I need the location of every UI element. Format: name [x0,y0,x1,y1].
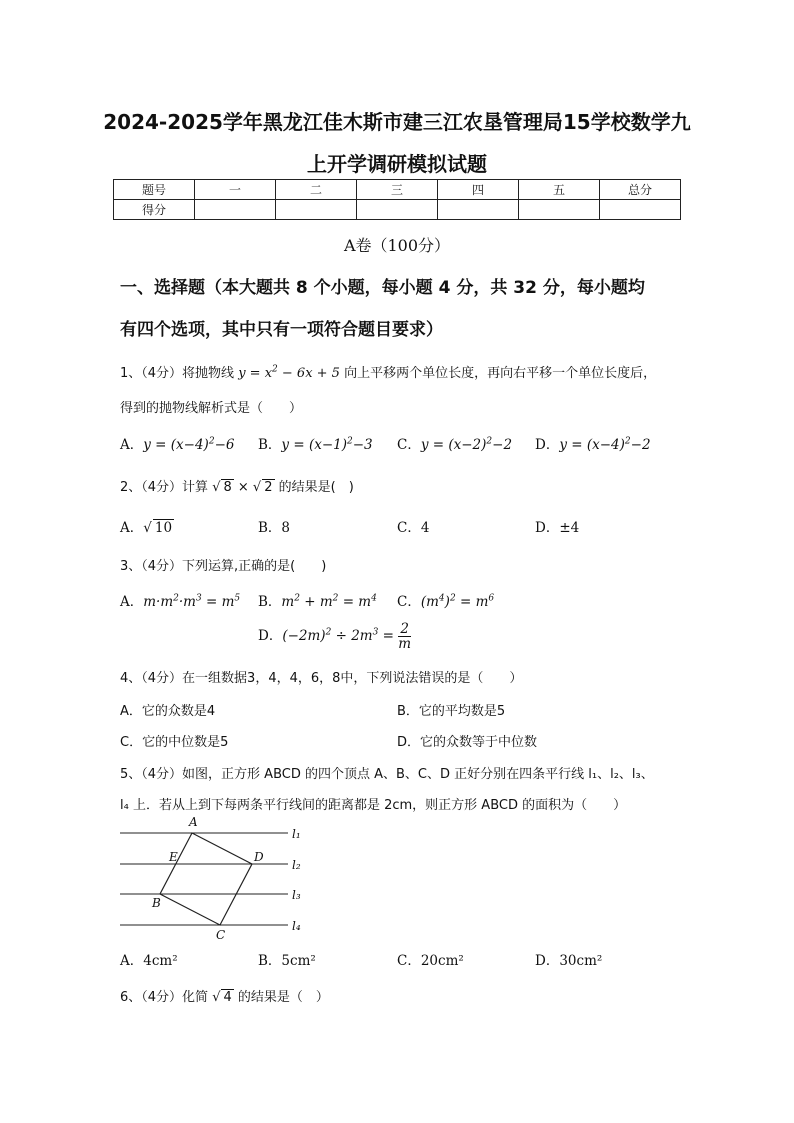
point-label-e: E [169,850,178,864]
score-cell [195,200,276,220]
score-cell [600,200,681,220]
score-table-header-cell: 二 [276,180,357,200]
question-2-formula: √ 8 × √ 2 [212,480,273,495]
question-1-option-a: A．$y = (x-4)^2-6$ [120,436,235,453]
question-1-stem-line-2: 得到的抛物线解析式是（ ） [120,401,303,416]
vertex-label-d: D [254,850,264,864]
score-cell [357,200,438,220]
question-1-option-c: C．$y = (x-2)^2-2$ [397,436,513,453]
question-5-stem-line-1: 5、（4分）如图，正方形 ABCD 的四个顶点 A、B、C、D 正好分别在四条平行线 l₁、l₂、l₃、 [120,767,654,782]
square-abcd [160,833,252,925]
score-cell [519,200,600,220]
question-6-suffix: 的结果是（ ） [237,990,329,1005]
score-cell [438,200,519,220]
score-table-header-cell: 总分 [600,180,681,200]
question-2-option-a: A．√ 10 [120,520,173,536]
score-row-label: 得分 [114,200,195,220]
question-1-suffix: 向上平移两个单位长度，再向右平移一个单位长度后， [344,366,657,381]
question-6-prefix: 6、（4分）化简 [120,990,209,1005]
score-cell [276,200,357,220]
vertex-label-a: A [189,815,198,829]
score-table-header-cell: 题号 [114,180,195,200]
question-1-formula: $y = x^2 - 6x + 5$ [238,364,340,381]
question-5-option-d: D．30cm² [535,953,603,969]
question-4-option-d: D．它的众数等于中位数 [397,735,538,750]
score-table-header-cell: 一 [195,180,276,200]
question-3-option-c: C．$(m^4)^2 = m^6$ [397,593,495,610]
question-6-stem [120,986,329,1005]
question-1-stem [120,362,656,381]
question-5-option-b: B．5cm² [258,953,316,969]
question-2-stem [120,476,354,495]
question-2-suffix: 的结果是( ) [278,480,354,495]
score-table-header-row [114,180,681,200]
line-label-l3: l₃ [292,888,301,902]
question-3-option-a: A．$m\cdot m^2\cdot m^3 = m^5$ [120,593,241,610]
section-heading-line-2: 有四个选项，其中只有一项符合题目要求） [120,320,443,340]
question-4-option-b: B．它的平均数是5 [397,704,506,719]
score-table-score-row [114,200,681,220]
question-1-option-d: D．$y = (x-4)^2-2$ [535,436,651,453]
question-2-prefix: 2、（4分）计算 [120,480,209,495]
score-table-header-cell: 四 [438,180,519,200]
question-1-option-b: B．$y = (x-1)^2-3$ [258,436,373,453]
line-label-l1: l₁ [292,827,301,841]
question-4-option-a: A．它的众数是4 [120,704,216,719]
page-title-line-2: 上开学调研模拟试题 [307,152,487,176]
question-4-stem: 4、（4分）在一组数据3，4，4，6，8中，下列说法错误的是（ ） [120,671,523,686]
volume-heading: A卷（100分） [343,236,451,255]
score-table [113,179,681,220]
question-6-formula: √ 4 [212,990,232,1005]
question-5-figure [116,812,316,942]
question-3-option-b: B．$m^2 + m^2 = m^4$ [258,593,377,610]
question-3-stem: 3、（4分）下列运算,正确的是( ) [120,559,327,574]
question-3-option-d: D．$(-2m)^2 \div 2m^3$ = $\frac{2}{m}$ [258,621,412,652]
question-2-option-b: B．8 [258,520,291,536]
line-label-l2: l₂ [292,858,301,872]
page-title-line-1: 2024-2025学年黑龙江佳木斯市建三江农垦管理局15学校数学九 [103,110,691,134]
question-5-option-a: A．4cm² [120,953,178,969]
question-4-option-c: C．它的中位数是5 [120,735,229,750]
line-label-l4: l₄ [292,919,301,933]
score-table-header-cell: 五 [519,180,600,200]
question-5-option-c: C．20cm² [397,953,464,969]
question-2-option-d: D．±4 [535,520,580,536]
question-1-prefix: 1、（4分）将抛物线 [120,366,235,381]
question-5-stem-line-2: l₄ 上．若从上到下每两条平行线间的距离都是 2cm，则正方形 ABCD 的面积为（ ） [120,798,627,813]
vertex-label-c: C [216,928,226,942]
vertex-label-b: B [152,896,161,910]
section-heading-line-1: 一、选择题（本大题共 8 个小题，每小题 4 分，共 32 分，每小题均 [120,278,645,298]
score-table-header-cell: 三 [357,180,438,200]
question-2-option-c: C．4 [397,520,430,536]
